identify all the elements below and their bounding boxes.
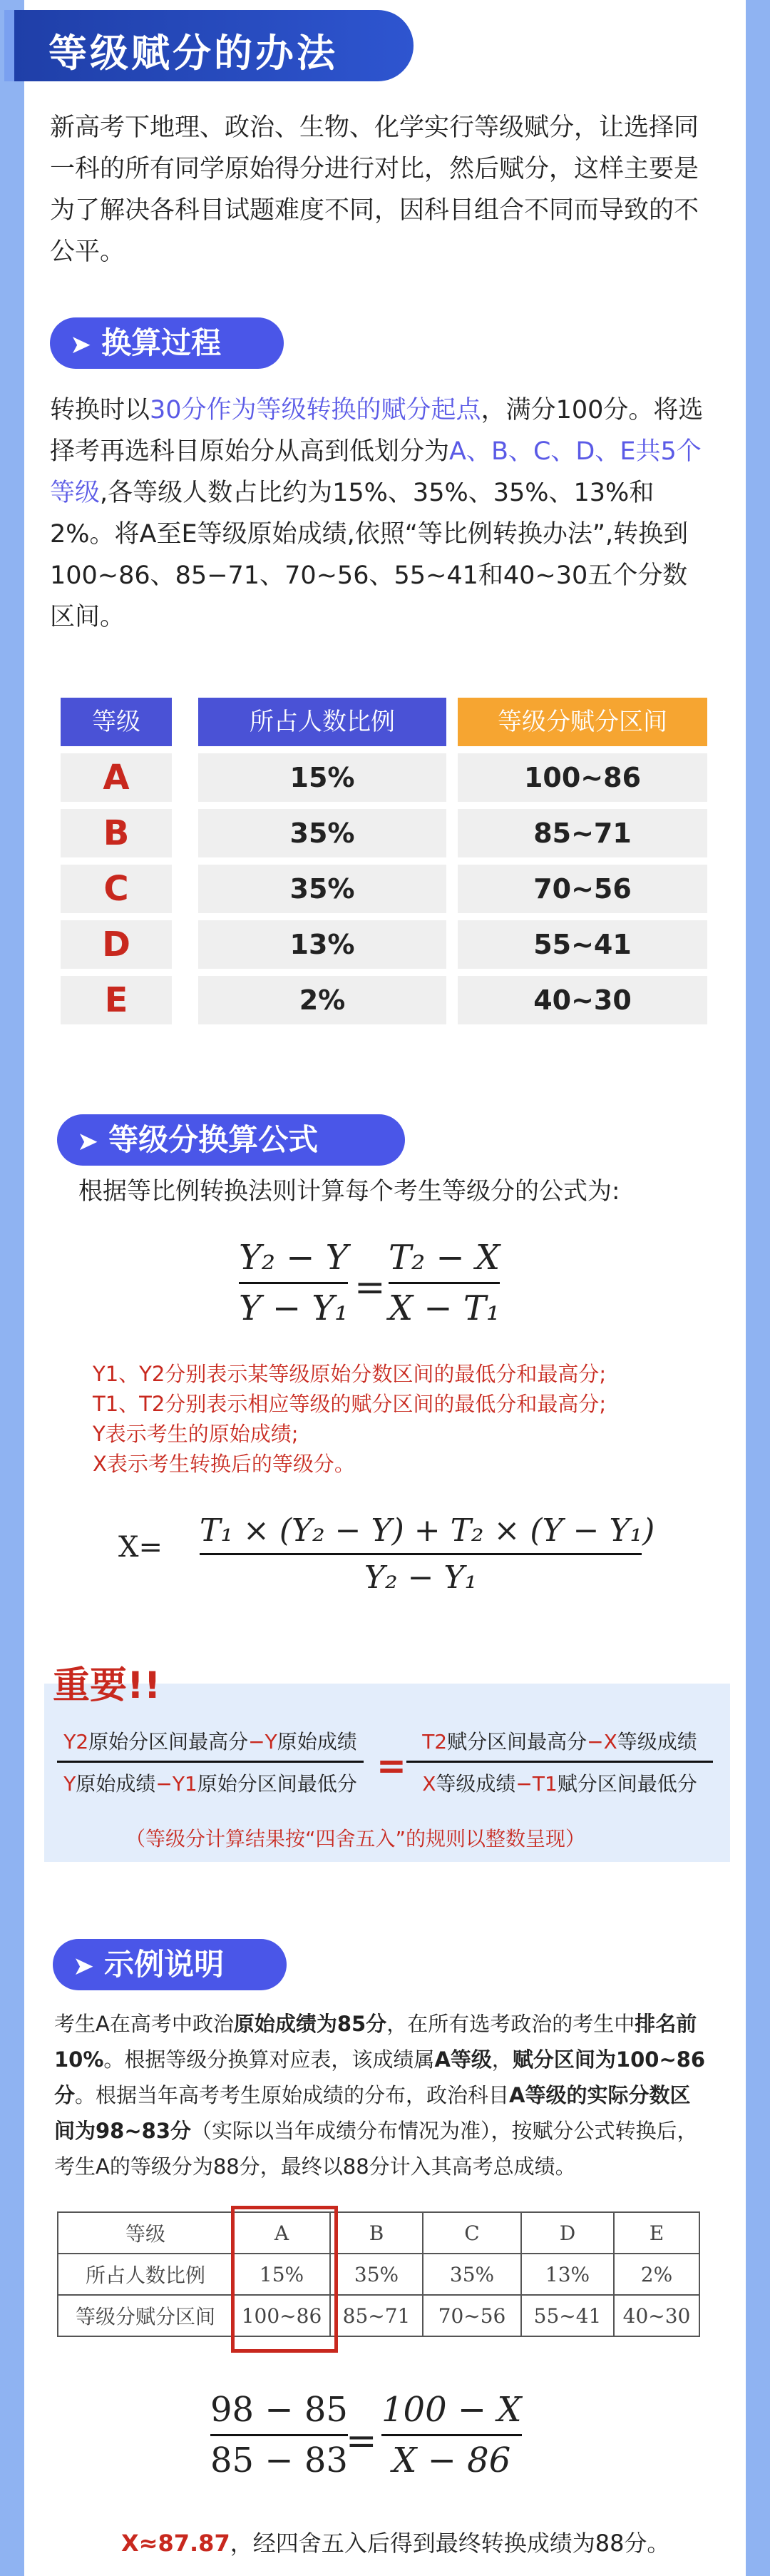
text-span: 。根据等级分换算对应表，该成绩属: [103, 2047, 435, 2072]
numerator: T₂ − X: [389, 1238, 500, 1278]
grade-letter: C: [61, 865, 172, 913]
bold-span: 原始成绩为85分: [233, 2012, 387, 2036]
highlight-span: A、B、C、D、E共5个等级: [50, 437, 702, 507]
denominator: X − T₁: [389, 1288, 500, 1328]
table-cell: 55~41: [521, 2295, 614, 2336]
arrow-icon: ➤: [77, 1127, 99, 1156]
bold-span: A等级的实际分数区间为98~83分: [54, 2083, 691, 2143]
title-banner: [14, 10, 414, 81]
table-cell: 100~86: [233, 2295, 330, 2336]
text-span: ，在所有选考政治的考生中: [386, 2012, 635, 2036]
fraction-bar: [57, 1761, 364, 1763]
formula-right-fraction: [389, 1238, 500, 1328]
table-cell: 35%: [330, 2254, 423, 2295]
variable-notes: [93, 1359, 606, 1479]
rounding-note: （等级分计算结果按“四舍五入”的规则以整数呈现）: [125, 1827, 586, 1850]
table-cell: 35%: [423, 2254, 521, 2295]
table-cell: 13%: [521, 2254, 614, 2295]
table-row: [36, 753, 713, 802]
result-value: X≈87.87: [121, 2530, 230, 2557]
formula-intro: 根据等比例转换法则计算每个考生等级分的公式为:: [78, 1177, 620, 1206]
text-span: ,各等级人数占比约为15%、35%、35%、13%和2%。将A至E等级原始成绩,依照“等比例转换办法”,转换到100~86、85−71、70~56、55~41和40~30五个分数区间。: [50, 479, 689, 631]
table-cell: 等级: [58, 2212, 233, 2254]
arrow-icon: ➤: [70, 330, 92, 360]
numerator: Y₂ − Y: [239, 1238, 349, 1278]
text-span: ，: [491, 2047, 513, 2072]
denominator: X − 86: [392, 2440, 511, 2480]
fraction-bar: [239, 1282, 348, 1284]
table-cell: 等级分赋分区间: [58, 2295, 233, 2336]
grade-range: 70~56: [458, 865, 707, 913]
fraction-bar: [381, 2434, 522, 2436]
denominator: Y₂ − Y₁: [364, 1559, 478, 1596]
grade-letter: D: [61, 920, 172, 969]
section-pill-example: [53, 1939, 287, 1990]
table-cell: 所占人数比例: [58, 2254, 233, 2295]
bold-span: 排名前10%: [54, 2012, 697, 2072]
page-title: 等级赋分的办法: [48, 31, 338, 76]
important-title: 重要!!: [53, 1664, 161, 1707]
formula-left-fraction: [239, 1238, 348, 1328]
formula2-fraction: [200, 1512, 655, 1596]
grade-range: 55~41: [458, 920, 707, 969]
section-pill-formula: [57, 1114, 405, 1166]
section-title: 示例说明: [104, 1947, 225, 1982]
note-line: T1、T2分别表示相应等级的赋分区间的最低分和最高分;: [93, 1392, 607, 1416]
highlight-box-grade-a: [231, 2206, 338, 2353]
text-span: （实际以当年成绩分布情况为准），按赋分公式转换后，考生A的等级分为88分，最终以88分计入其高考总成绩。: [54, 2119, 698, 2179]
numerator: 98 − 85: [210, 2390, 348, 2430]
bold-span: A等级: [434, 2047, 492, 2072]
table-header: 等级: [61, 698, 172, 746]
table-cell: B: [330, 2212, 423, 2254]
table-cell: E: [614, 2212, 699, 2254]
text-span: ，满分100分。将选择考再选科目原始分从高到低划分为: [50, 396, 704, 466]
table-row: [58, 2254, 699, 2295]
section-title: 等级分换算公式: [108, 1122, 319, 1157]
note-line: Y表示考生的原始成绩;: [93, 1422, 299, 1446]
section-pill-conversion: [50, 317, 284, 369]
table-cell: 85~71: [330, 2295, 423, 2336]
grade-letter: E: [61, 976, 172, 1024]
example-left-fraction: [210, 2390, 348, 2480]
grade-range: 85~71: [458, 809, 707, 857]
fraction-bar: [200, 1553, 642, 1555]
important-left-fraction: [57, 1726, 364, 1797]
final-result: [121, 2525, 669, 2558]
grade-range: 100~86: [458, 753, 707, 802]
section-title: 换算过程: [101, 325, 222, 360]
formula2-lhs: X=: [118, 1531, 163, 1564]
grade-letter: A: [61, 753, 172, 802]
numerator: 100 − X: [381, 2390, 522, 2430]
important-equals: =: [376, 1745, 406, 1786]
text-span: 转换时以: [50, 396, 150, 424]
grade-ratio: 15%: [198, 753, 446, 802]
table-row: [36, 809, 713, 857]
table-header: 等级分赋分区间: [458, 698, 707, 746]
table-cell: D: [521, 2212, 614, 2254]
table-cell: A: [233, 2212, 330, 2254]
text-span: 考生A在高考中政治: [54, 2012, 234, 2036]
result-text: ，经四舍五入后得到最终转换成绩为88分。: [230, 2530, 670, 2557]
text-span: 。根据当年高考考生原始成绩的分布，政治科目: [75, 2083, 510, 2107]
equals-sign: =: [346, 2420, 377, 2463]
denominator: X等级成绩−T1赋分区间最低分: [422, 1772, 697, 1796]
fraction-bar: [210, 2434, 348, 2436]
grade-letter: B: [61, 809, 172, 857]
bold-span: 赋分区间为100~86分: [54, 2047, 706, 2107]
intro-paragraph: 新高考下地理、政治、生物、化学实行等级赋分，让选择同一科的所有同学原始得分进行对比，然后赋分，这样主要是为了解决各科目试题难度不同，因科目组合不同而导致的不公平。: [50, 113, 699, 266]
table-cell: 40~30: [614, 2295, 699, 2336]
numerator: T₁ × (Y₂ − Y) + T₂ × (Y − Y₁): [200, 1512, 655, 1549]
grade-range: 40~30: [458, 976, 707, 1024]
table-row: [58, 2212, 699, 2254]
equals-sign: =: [354, 1266, 386, 1309]
table-row: [36, 865, 713, 913]
example-right-fraction: [381, 2390, 522, 2480]
table-header: 所占人数比例: [198, 698, 446, 746]
highlight-span: 30分作为等级转换的赋分起点: [150, 396, 481, 424]
grade-ratio: 35%: [198, 865, 446, 913]
note-line: Y1、Y2分别表示某等级原始分数区间的最低分和最高分;: [93, 1362, 607, 1386]
important-right-fraction: [406, 1726, 713, 1797]
table-cell: 2%: [614, 2254, 699, 2295]
example-paragraph: [54, 2006, 710, 2184]
numerator: T2赋分区间最高分−X等级成绩: [422, 1730, 697, 1753]
table-row: [58, 2295, 699, 2336]
denominator: Y − Y₁: [239, 1288, 349, 1328]
table-cell: C: [423, 2212, 521, 2254]
table-cell: 15%: [233, 2254, 330, 2295]
grade-ratio: 35%: [198, 809, 446, 857]
grade-ratio: 13%: [198, 920, 446, 969]
table-row: [36, 976, 713, 1024]
table-header-row: [36, 698, 713, 746]
table-cell: 70~56: [423, 2295, 521, 2336]
fraction-bar: [406, 1761, 713, 1763]
note-line: X表示考生转换后的等级分。: [93, 1452, 355, 1476]
numerator: Y2原始分区间最高分−Y原始成绩: [63, 1730, 357, 1753]
denominator: Y原始成绩−Y1原始分区间最低分: [63, 1772, 357, 1796]
table-row: [36, 920, 713, 969]
denominator: 85 − 83: [210, 2440, 348, 2480]
arrow-icon: ➤: [73, 1952, 95, 1981]
conversion-paragraph: [50, 390, 706, 638]
example-table: [57, 2211, 700, 2337]
grade-ratio: 2%: [198, 976, 446, 1024]
fraction-bar: [389, 1282, 500, 1284]
